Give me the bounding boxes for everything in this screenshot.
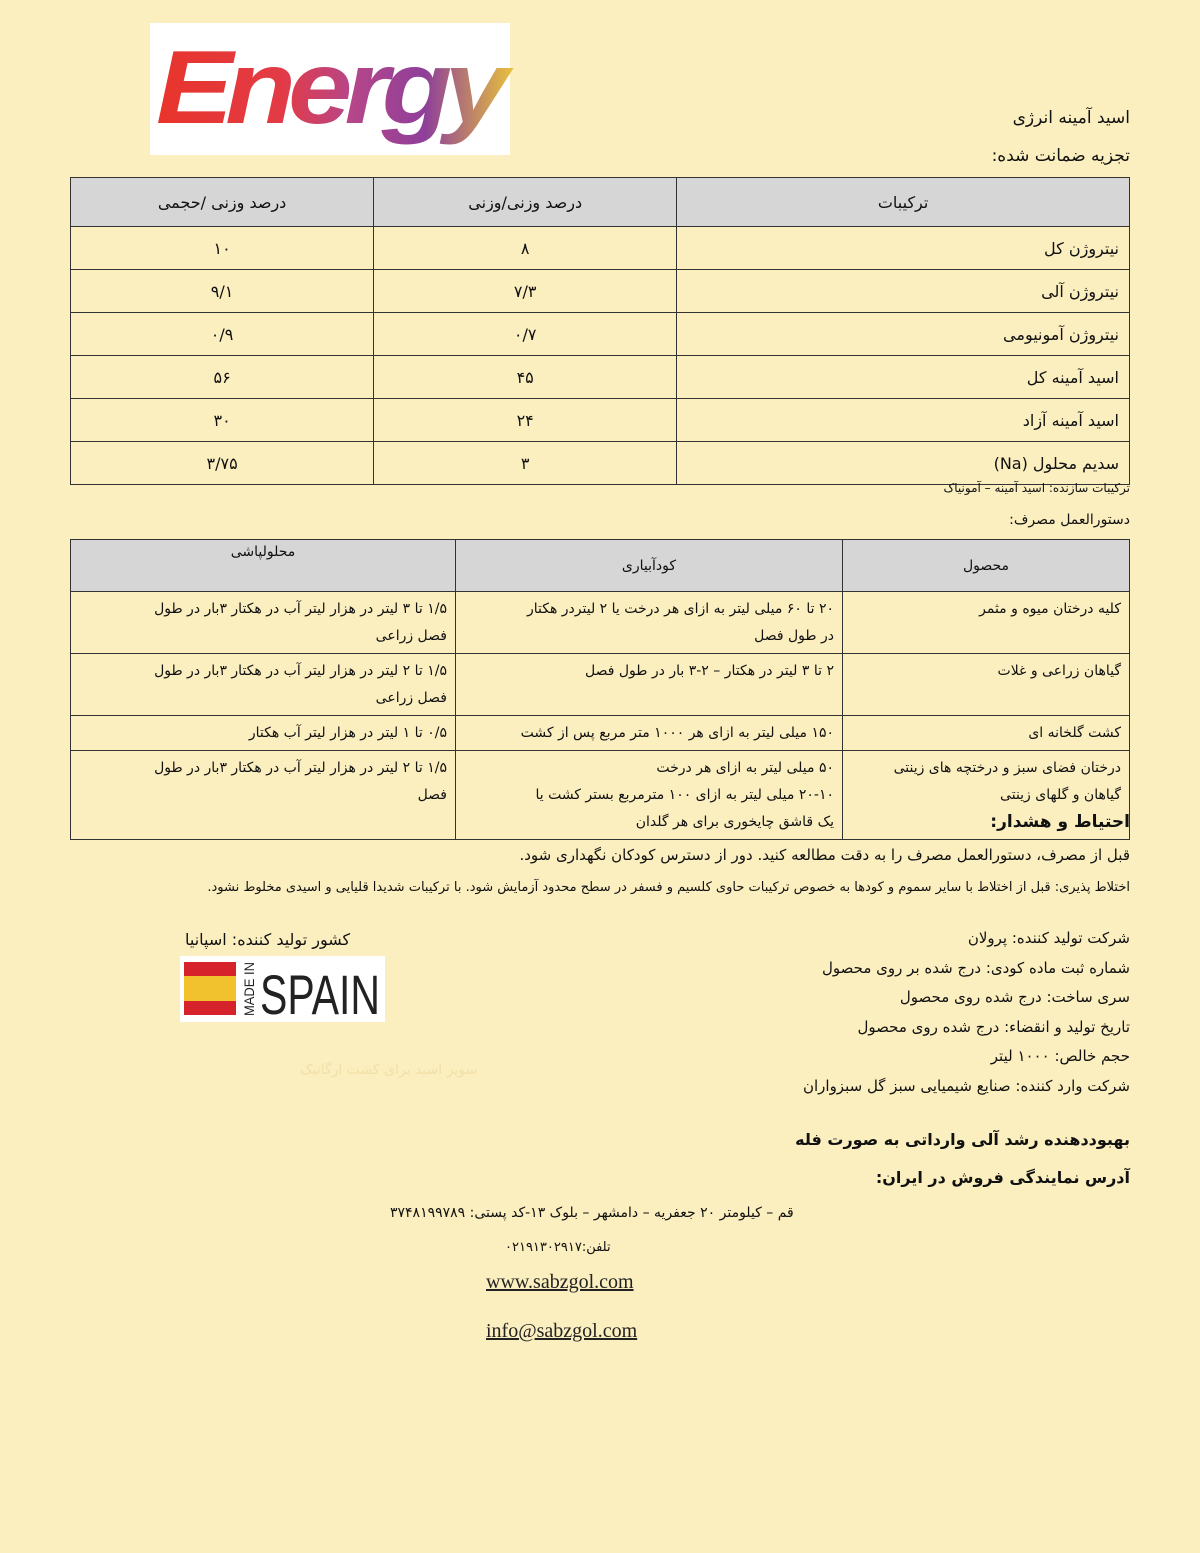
energy-logo-graphic xyxy=(150,23,515,155)
foliar-cell xyxy=(71,751,456,840)
crop-cell xyxy=(843,716,1130,751)
dates-info: تاریخ تولید و انقضاء: درج شده روی محصول xyxy=(857,1018,1130,1036)
address-heading: آدرس نمایندگی فروش در ایران: xyxy=(875,1168,1130,1187)
importer-info: شرکت وارد کننده: صنایع شیمیایی سبز گل سبزواران xyxy=(802,1077,1130,1095)
ww-value: ۳ xyxy=(374,442,677,485)
cell-line: فصل xyxy=(417,787,447,803)
table-row xyxy=(71,751,1130,840)
cell-line: ۱/۵ تا ۲ لیتر در هزار لیتر آب در هکتار ۳بار در طول xyxy=(154,760,447,776)
wv-value: ۹/۱ xyxy=(71,270,374,313)
badge-country: SPAIN xyxy=(260,963,380,1026)
component-name: اسید آمینه آزاد xyxy=(677,399,1130,442)
cell-line: فصل زراعی xyxy=(375,628,447,644)
table-row xyxy=(71,654,1130,716)
email-link[interactable]: info@sabzgol.com xyxy=(486,1320,638,1342)
crop-cell xyxy=(843,654,1130,716)
warning-heading: احتیاط و هشدار: xyxy=(990,812,1130,832)
cell-line: کشت گلخانه ای xyxy=(1028,725,1121,741)
component-name: نیتروژن آلی xyxy=(677,270,1130,313)
cell-line: ۱/۵ تا ۳ لیتر در هزار لیتر آب در هکتار ۳بار در طول xyxy=(154,601,447,617)
wv-value: ۵۶ xyxy=(71,356,374,399)
wv-value: ۳۰ xyxy=(71,399,374,442)
volume-info: حجم خالص: ۱۰۰۰ لیتر xyxy=(990,1047,1130,1065)
table-row xyxy=(71,442,1130,485)
badge-made-in: MADE IN xyxy=(241,957,257,1016)
column-header: محلولپاشی xyxy=(71,540,456,592)
fertigation-cell xyxy=(456,716,843,751)
made-in-spain-badge xyxy=(180,956,385,1026)
table-row xyxy=(71,356,1130,399)
cell-line: در طول فصل xyxy=(754,628,834,644)
component-name: نیتروژن کل xyxy=(677,227,1130,270)
foliar-cell xyxy=(71,654,456,716)
column-header: محصول xyxy=(843,540,1130,592)
column-header: درصد وزنی/وزنی xyxy=(374,178,677,227)
table-row xyxy=(71,716,1130,751)
ww-value: ۲۴ xyxy=(374,399,677,442)
component-name: اسید آمینه کل xyxy=(677,356,1130,399)
crop-cell xyxy=(843,592,1130,654)
column-header: ترکیبات xyxy=(677,178,1130,227)
registration-info: شماره ثبت ماده کودی: درج شده بر روی محصول xyxy=(822,959,1130,977)
ww-value: ۰/۷ xyxy=(374,313,677,356)
component-name: سدیم محلول (Na) xyxy=(677,442,1130,485)
table-row xyxy=(71,399,1130,442)
watermark-text: سوپر اسید برای کشت ارگانیک xyxy=(300,1062,478,1078)
cell-line: فصل زراعی xyxy=(375,690,447,706)
ww-value: ۷/۳ xyxy=(374,270,677,313)
cell-line: ۲۰-۱۰ میلی لیتر به ازای ۱۰۰ مترمربع بستر کشت یا xyxy=(535,787,834,803)
fertigation-cell xyxy=(456,592,843,654)
fertigation-cell xyxy=(456,654,843,716)
cell-line: یک قاشق چایخوری برای هر گلدان xyxy=(635,814,834,830)
cell-line: ۰/۵ تا ۱ لیتر در هزار لیتر آب هکتار xyxy=(248,725,447,741)
table-header-row xyxy=(71,540,1130,592)
logo-text: Energy xyxy=(156,30,515,146)
cell-line: کلیه درختان میوه و مثمر xyxy=(979,601,1121,617)
table-row xyxy=(71,313,1130,356)
website-link[interactable]: www.sabzgol.com xyxy=(486,1271,634,1293)
brand-logo xyxy=(150,23,515,155)
phone-text: تلفن:۰۲۱۹۱۳۰۲۹۱۷ xyxy=(505,1240,611,1255)
bulk-note: بهبوددهنده رشد آلی وارداتی به صورت فله xyxy=(795,1130,1130,1149)
ww-value: ۴۵ xyxy=(374,356,677,399)
wv-value: ۱۰ xyxy=(71,227,374,270)
cell-line: گیاهان و گلهای زینتی xyxy=(1000,787,1121,803)
address-text: قم – کیلومتر ۲۰ جعفریه – دامشهر – بلوک ۱۳-کد پستی: ۳۷۴۸۱۹۹۷۸۹ xyxy=(390,1205,794,1221)
fertigation-cell xyxy=(456,751,843,840)
compatibility-text: اختلاط پذیری: قبل از اختلاط با سایر سموم و کودها به خصوص ترکیبات حاوی کلسیم و فسفر در سطح محدود آزمایش شود. با ترکیبات شدیدا قلیایی و اسیدی مخلوط نشود. xyxy=(207,880,1130,895)
warning-text: قبل از مصرف، دستورالعمل مصرف را به دقت مطالعه کنید. دور از دسترس کودکان نگهداری شود. xyxy=(519,846,1130,864)
table-row xyxy=(71,227,1130,270)
usage-heading: دستورالعمل مصرف: xyxy=(1009,512,1130,528)
usage-table xyxy=(70,539,1130,840)
country-label: کشور تولید کننده: اسپانیا xyxy=(185,930,351,949)
foliar-cell xyxy=(71,592,456,654)
cell-line: ۲ تا ۳ لیتر در هکتار – ۲-۳ بار در طول فصل xyxy=(584,663,834,679)
wv-value: ۳/۷۵ xyxy=(71,442,374,485)
column-header: کودآبیاری xyxy=(456,540,843,592)
cell-line: ۱۵۰ میلی لیتر به ازای هر ۱۰۰۰ متر مربع پس از کشت xyxy=(520,725,834,741)
table-header-row xyxy=(71,178,1130,227)
table-row xyxy=(71,270,1130,313)
foliar-cell xyxy=(71,716,456,751)
ww-value: ۸ xyxy=(374,227,677,270)
component-name: نیتروژن آمونیومی xyxy=(677,313,1130,356)
cell-line: ۵۰ میلی لیتر به ازای هر درخت xyxy=(656,760,834,776)
spain-flag-icon xyxy=(180,956,385,1026)
analysis-heading: تجزیه ضمانت شده: xyxy=(991,146,1130,166)
table-row xyxy=(71,592,1130,654)
column-header: درصد وزنی /حجمی xyxy=(71,178,374,227)
cell-line: گیاهان زراعی و غلات xyxy=(997,663,1121,679)
cell-line: ۲۰ تا ۶۰ میلی لیتر به ازای هر درخت یا ۲ لیتردر هکتار xyxy=(526,601,834,617)
product-title: اسید آمینه انرژی xyxy=(1012,108,1130,128)
manufacturer-components: ترکیبات سازنده: اسید آمینه – آمونیاک xyxy=(943,481,1130,495)
batch-info: سری ساخت: درج شده روی محصول xyxy=(899,988,1130,1006)
cell-line: ۱/۵ تا ۲ لیتر در هزار لیتر آب در هکتار ۳بار در طول xyxy=(154,663,447,679)
cell-line: درختان فضای سبز و درختچه های زینتی xyxy=(893,760,1121,776)
composition-table xyxy=(70,177,1130,485)
wv-value: ۰/۹ xyxy=(71,313,374,356)
manufacturer-info: شرکت تولید کننده: پرولان xyxy=(967,929,1130,947)
